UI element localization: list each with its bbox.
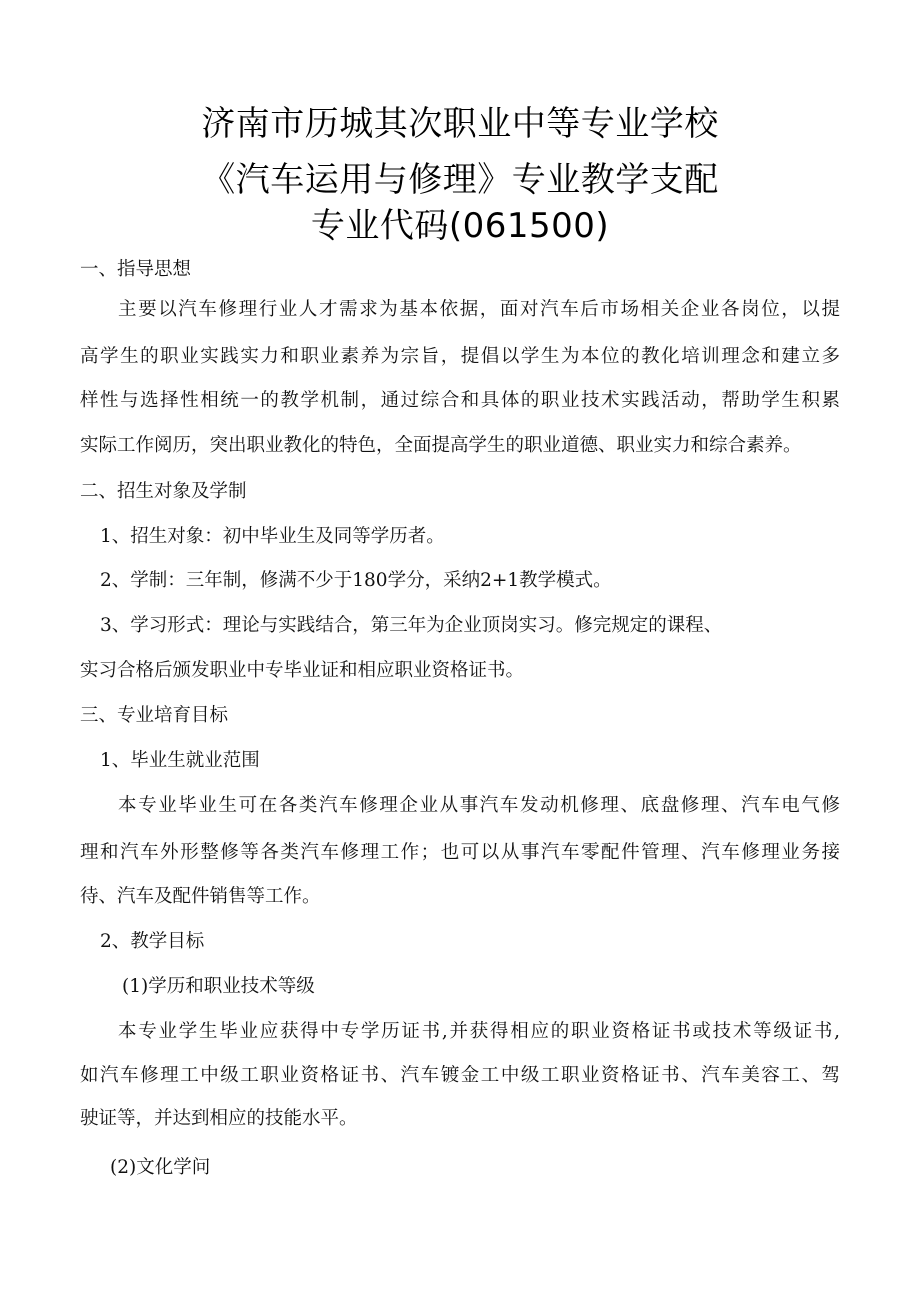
subheading-cultural-knowledge: (2)文化学问	[110, 1157, 211, 1178]
list-item-study-form: 3、学习形式：理论与实践结合，第三年为企业顶岗实习。修完规定的课程、	[100, 615, 723, 636]
list-item-enrollment-target: 1、招生对象：初中毕业生及同等学历者。	[100, 526, 445, 547]
list-item-study-form-continued: 实习合格后颁发职业中专毕业证和相应职业资格证书。	[80, 660, 525, 681]
paragraph-line: 理和汽车外形整修等各类汽车修理工作；也可以从事汽车零配件管理、汽车修理业务接	[80, 842, 840, 863]
section-heading-guiding-ideology: 一、指导思想	[80, 259, 192, 280]
subheading-teaching-objectives: 2、教学目标	[100, 931, 205, 952]
paragraph-line: 待、汽车及配件销售等工作。	[80, 886, 321, 907]
section-heading-enrollment: 二、招生对象及学制	[80, 481, 247, 502]
paragraph-line: 本专业毕业生可在各类汽车修理企业从事汽车发动机修理、底盘修理、汽车电气修	[118, 795, 840, 816]
paragraph-line: 高学生的职业实践实力和职业素养为宗旨，提倡以学生为本位的教化培训理念和建立多	[80, 346, 840, 367]
paragraph-line: 驶证等，并达到相应的技能水平。	[80, 1108, 358, 1129]
list-item-school-system: 2、学制：三年制，修满不少于180学分，采纳2+1教学模式。	[100, 570, 612, 591]
paragraph-line: 如汽车修理工中级工职业资格证书、汽车镀金工中级工职业资格证书、汽车美容工、驾	[80, 1065, 840, 1086]
document-title-code: 专业代码(061500)	[310, 206, 610, 246]
paragraph-line: 本专业学生毕业应获得中专学历证书,并获得相应的职业资格证书或技术等级证书,	[118, 1021, 840, 1042]
subheading-employment-scope: 1、毕业生就业范围	[100, 750, 260, 771]
section-heading-training-goals: 三、专业培育目标	[80, 705, 229, 726]
paragraph-line: 实际工作阅历，突出职业教化的特色，全面提高学生的职业道德、职业实力和综合素养。	[80, 435, 802, 456]
document-title-school: 济南市历城其次职业中等专业学校	[201, 104, 719, 144]
document-title-program: 《汽车运用与修理》专业教学支配	[201, 160, 719, 200]
subheading-education-level: (1)学历和职业技术等级	[122, 976, 315, 997]
paragraph-line: 主要以汽车修理行业人才需求为基本依据，面对汽车后市场相关企业各岗位，以提	[118, 299, 840, 320]
paragraph-line: 样性与选择性相统一的教学机制，通过综合和具体的职业技术实践活动，帮助学生积累	[80, 390, 840, 411]
